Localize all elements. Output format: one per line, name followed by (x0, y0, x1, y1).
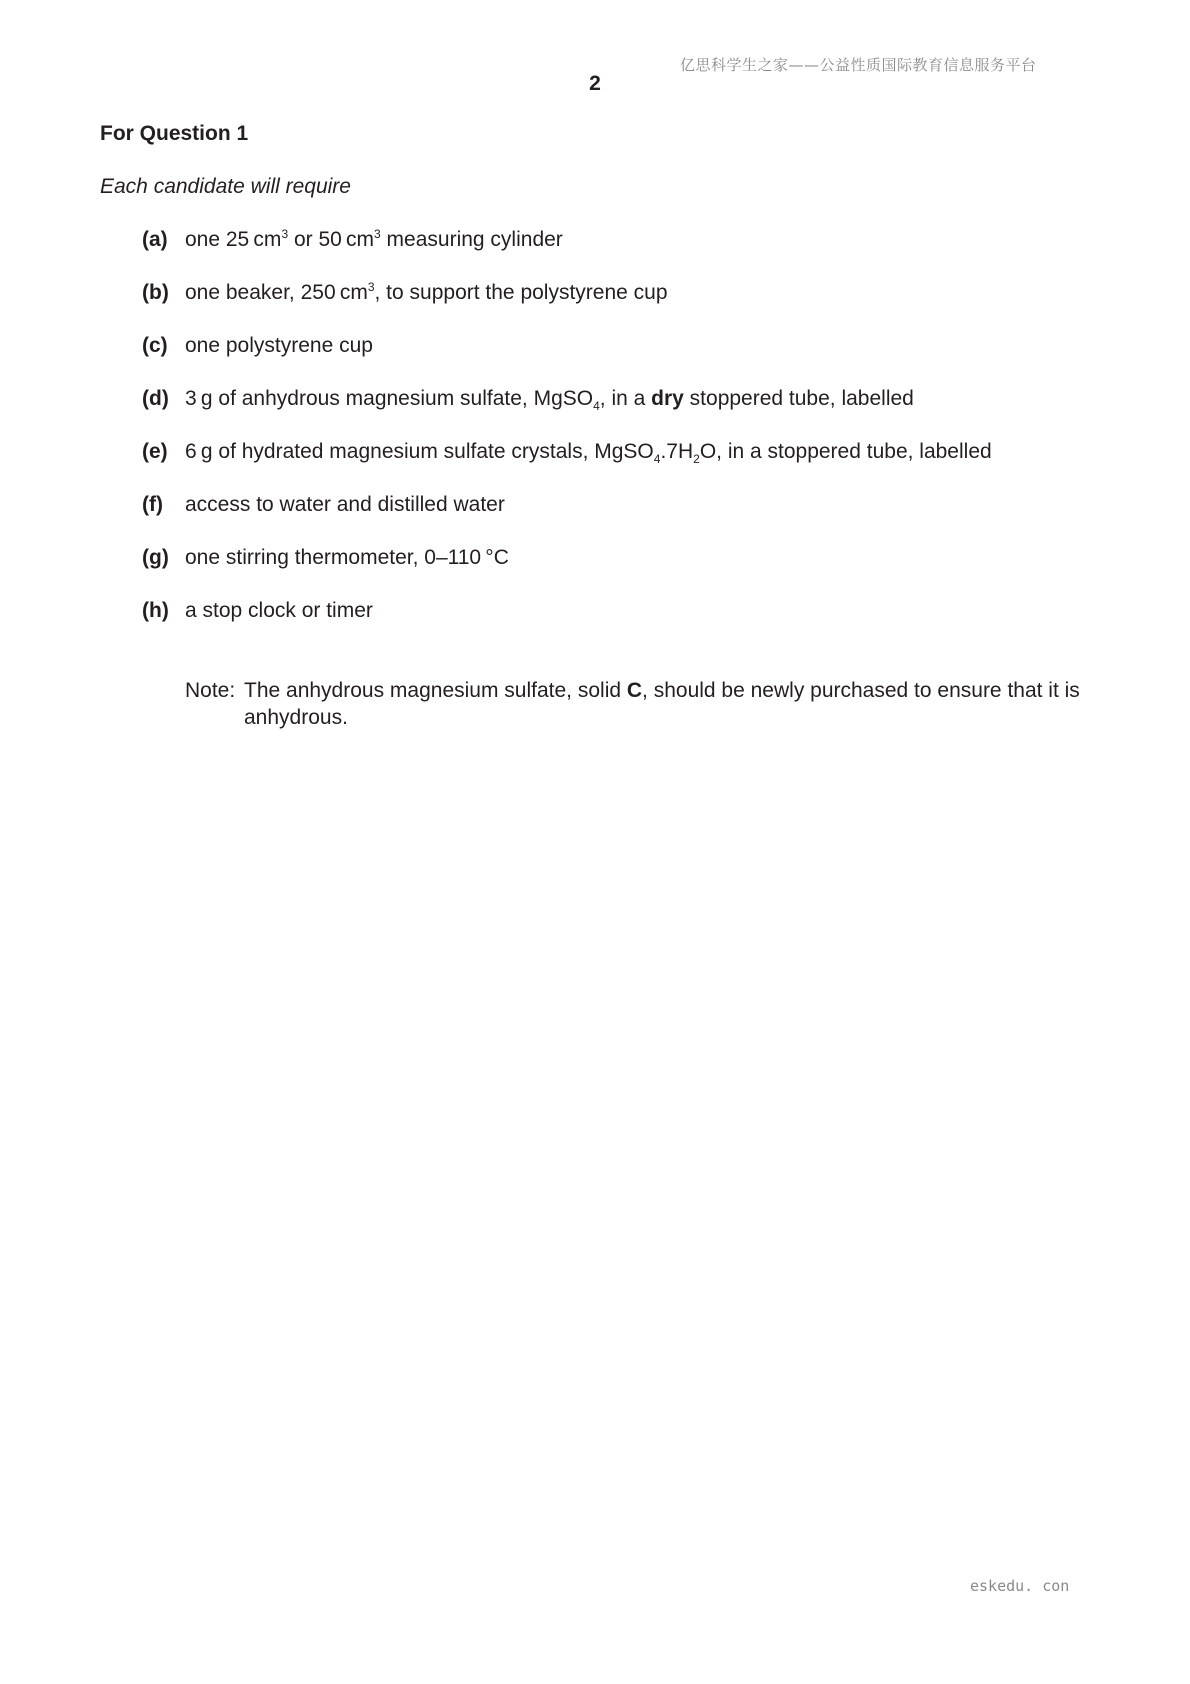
watermark-footer: eskedu. con (970, 1577, 1070, 1595)
list-item-f (142, 493, 505, 517)
item-text: 3 g of anhydrous magnesium sulfate, MgSO$_4$, in a dry stoppered tube, labelled (185, 387, 914, 413)
item-text: 6 g of hydrated magnesium sulfate crystals, $MgSO_4.7H_2O$, in a stoppered tube, labelled (185, 440, 992, 466)
item-text: one 25 $cm^3$ or 50 $cm^3$ measuring cylinder (185, 227, 563, 251)
intro-text: Each candidate will require (100, 175, 351, 198)
item-text: access to water and distilled water (185, 493, 505, 516)
list-item-b (142, 281, 668, 305)
question-heading: For Question 1 (100, 122, 249, 145)
list-item-a (142, 228, 563, 252)
watermark-header: 亿思科学生之家——公益性质国际教育信息服务平台 (680, 56, 1037, 74)
item-text: a stop clock or timer (185, 599, 373, 622)
item-label: (d) (142, 387, 169, 410)
item-label: (f) (142, 493, 163, 516)
list-item-d (142, 387, 914, 411)
note-block (185, 677, 1105, 731)
note-text: The anhydrous magnesium sulfate, solid C, should be newly purchased to ensure that it is anhydrous. (244, 679, 1080, 729)
item-label: (g) (142, 546, 169, 569)
item-label: (c) (142, 334, 168, 357)
item-text: one polystyrene cup (185, 334, 373, 357)
item-label: (e) (142, 440, 168, 463)
item-text: one beaker, 250 $cm^3$, to support the polystyrene cup (185, 280, 668, 304)
list-item-e (142, 440, 992, 464)
item-text: one stirring thermometer, 0–110 °C (185, 546, 509, 569)
list-item-h (142, 599, 373, 623)
list-item-g (142, 546, 509, 570)
item-label: (a) (142, 228, 168, 251)
page-number: 2 (589, 72, 601, 95)
item-label: (h) (142, 599, 169, 622)
note-label: Note: (185, 679, 236, 702)
item-label: (b) (142, 281, 169, 304)
list-item-c (142, 334, 373, 358)
